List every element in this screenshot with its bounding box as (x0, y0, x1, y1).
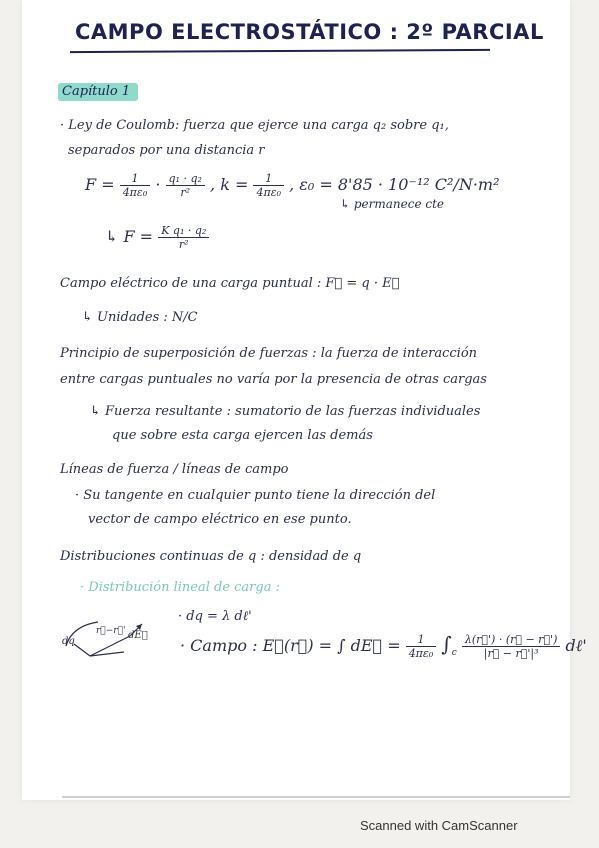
formula-frac2-num: q₁ · q₂ (166, 172, 205, 186)
superposition-line1: Principio de superposición de fuerzas : la fuerza de interacción (60, 346, 478, 361)
campo-frac-num: 1 (406, 633, 437, 647)
formula-f-lhs: F = (85, 175, 115, 194)
resultant-line2: que sobre esta carga ejercen las demás (112, 428, 373, 443)
campo-frac2-den: |r⃗ − r⃗'|³ (483, 647, 539, 660)
coulomb-definition-cont: separados por una distancia r (68, 143, 265, 158)
superposition-line2: entre cargas puntuales no varía por la presencia de otras cargas (60, 372, 487, 387)
formula-epsilon: , ε₀ = 8'85 · 10⁻¹² C²/N·m² (289, 175, 500, 194)
field-lines-title: Líneas de fuerza / líneas de campo (60, 462, 289, 477)
diagram-r-diff-label: r⃗−r⃗' (96, 626, 126, 636)
formula-k-num: 1 (253, 172, 284, 186)
formula-frac1-num: 1 (120, 172, 151, 186)
diagram-dq-label: dq (62, 636, 75, 647)
formula-f2-num: K q₁ · q₂ (158, 224, 209, 238)
dq-line: · dq = λ dℓ' (178, 609, 252, 624)
formula-k-den: 4πε₀ (256, 186, 282, 199)
field-point-charge: Campo eléctrico de una carga puntual : F⃗ = q · E⃗ (60, 276, 400, 291)
field-lines-bullet2: vector de campo eléctrico en ese punto. (88, 512, 352, 527)
formula-frac2-den: r² (180, 186, 191, 199)
coulomb-formula (85, 172, 500, 199)
campo-prefix: · Campo : E⃗(r⃗) = ∫ dE⃗ = (180, 636, 401, 655)
formula-frac1-den: 4πε₀ (122, 186, 148, 199)
epsilon-note: ↳ permanece cte (340, 197, 445, 211)
resultant-line1: ↳ Fuerza resultante : sumatorio de las fuerzas individuales (90, 404, 481, 419)
formula-dot: · (155, 175, 161, 194)
scanner-watermark: Scanned with CamScanner (360, 818, 518, 833)
field-lines-bullet1: · Su tangente en cualquier punto tiene la dirección del (75, 488, 436, 503)
units-line: ↳ Unidades : N/C (82, 310, 198, 325)
formula-f2-den: r² (178, 238, 189, 251)
formula-frac2 (166, 172, 205, 199)
coulomb-definition: · Ley de Coulomb: fuerza que ejerce una carga q₂ sobre q₁, (60, 118, 449, 133)
integral-sign: ∫ (441, 632, 452, 656)
formula-f2-frac (158, 224, 209, 251)
integral-sub: c (451, 648, 457, 659)
continuous-distributions: Distribuciones continuas de q : densidad de q (60, 549, 362, 564)
campo-frac2 (462, 633, 560, 660)
diagram-dE-label: dE⃗ (128, 630, 148, 641)
formula-frac1 (120, 172, 151, 199)
formula-k-lhs: , k = (210, 175, 249, 194)
campo-frac (406, 633, 437, 660)
coulomb-formula-k (105, 224, 209, 251)
linear-distribution: · Distribución lineal de carga : (80, 580, 280, 595)
campo-frac-den: 4πε₀ (408, 647, 434, 660)
field-integral-formula (180, 632, 587, 660)
campo-frac2-num: λ(r⃗') · (r⃗ − r⃗') (462, 633, 560, 647)
campo-suffix: dℓ' (565, 636, 587, 655)
chapter-label: Capítulo 1 (58, 83, 138, 101)
page-title: CAMPO ELECTROSTÁTICO : 2º PARCIAL (75, 20, 544, 44)
formula-k-frac (253, 172, 284, 199)
formula-f2-prefix: ↳ F = (105, 227, 154, 246)
